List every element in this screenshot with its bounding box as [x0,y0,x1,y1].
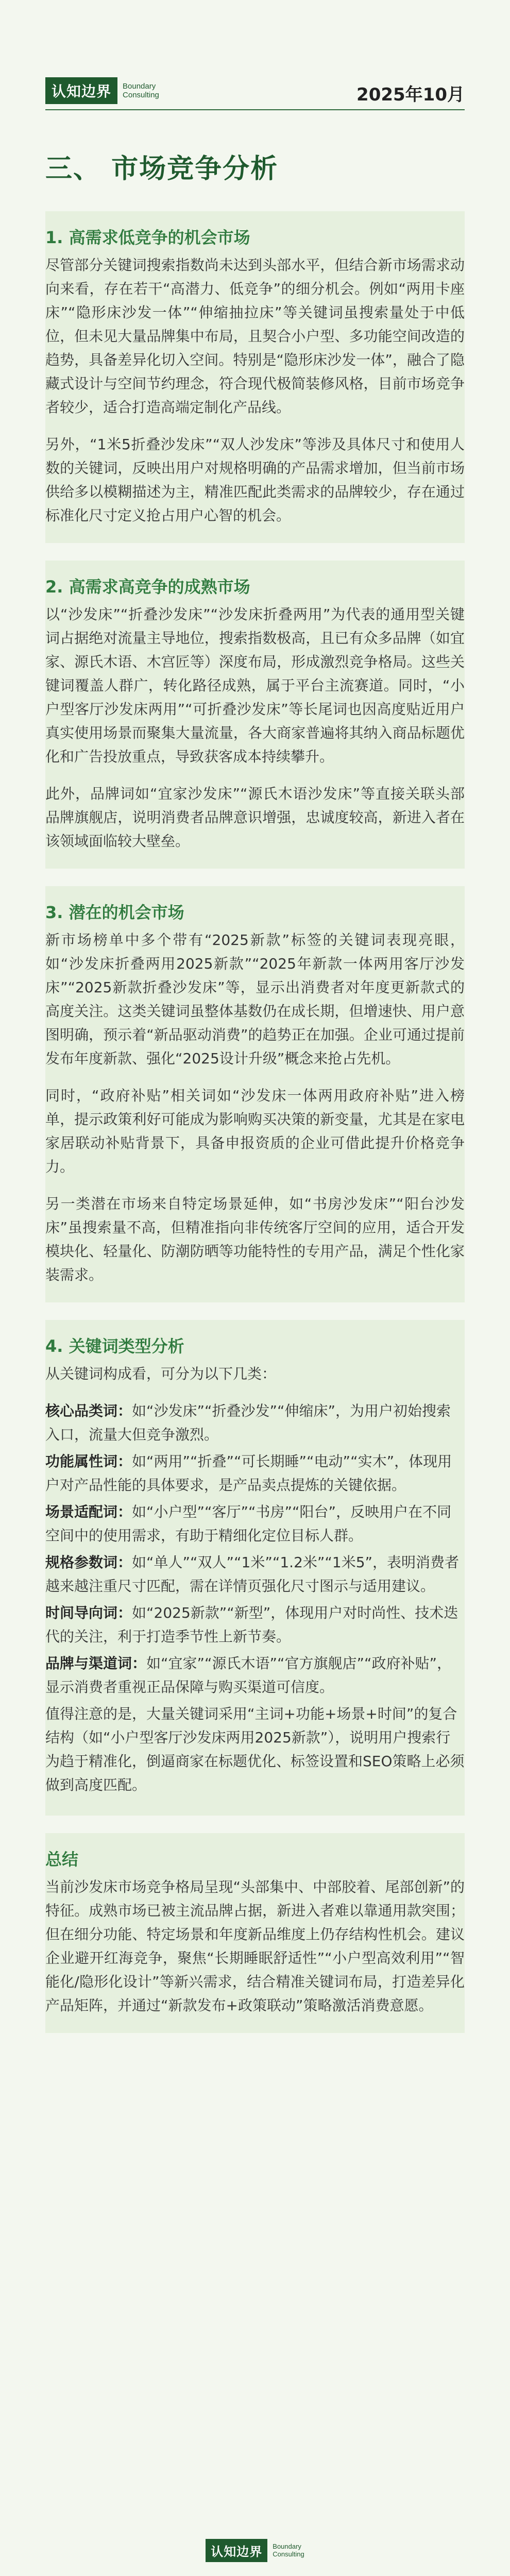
keyword-type-item [45,1500,465,1548]
logo-en-line-1: Boundary [123,82,156,91]
block-summary [45,1833,465,2033]
keyword-type-text: 如“小户型”“客厅”“书房”“阳台”，反映用户在不同空间中的使用需求，有助于精细化定位目标人群。 [45,1503,452,1544]
block-title: 4. 关键词类型分析 [45,1336,184,1356]
page-header [0,0,510,105]
keyword-type-text: 如“单人”“双人”“1米”“1.2米”“1米5”，表明消费者越来越注重尺寸匹配，需在详情页强化尺寸图示与适用建议。 [45,1554,460,1595]
keyword-type-key: 规格参数词： [45,1554,132,1571]
block-keyword-types [45,1320,465,1816]
section-title: 三、 市场竞争分析 [45,154,279,184]
content-area [45,211,465,2050]
footer-logo [206,2539,304,2562]
keyword-type-item [45,1551,465,1598]
keyword-type-text: 如“沙发床”“折叠沙发”“伸缩床”，为用户初始搜索入口，流量大但竞争激烈。 [45,1402,451,1443]
block-potential-market [45,886,465,1302]
block-paragraph: 尽管部分关键词搜索指数尚未达到头部水平，但结合新市场需求动向来看，存在若干“高潜力、低竞争”的细分机会。例如“两用卡座床”“隐形床沙发一体”“伸缩抽拉床”等关键词虽搜索量处于中低位，但未见大量品牌集中布局，且契合小户型、多功能空间改造的趋势，具备差异化切入空间。特别是“隐形床沙发一体”，融合了隐藏式设计与空间节约理念，符合现代极简装修风格，目前市场竞争者较少，适合打造高端定制化产品线。 [45,257,465,416]
keyword-type-item [45,1601,465,1649]
block-paragraph: 此外，品牌词如“宜家沙发床”“源氏木语沙发床”等直接关联头部品牌旗舰店，说明消费者品牌意识增强，忠诚度较高，新进入者在该领域面临较大壁垒。 [45,785,465,850]
page-footer [0,2524,510,2576]
block-title: 总结 [45,1850,79,1869]
block-outro: 值得注意的是，大量关键词采用“主词+功能+场景+时间”的复合结构（如“小户型客厅沙发床两用2025新款”），说明用户搜索行为趋于精准化，倒逼商家在标题优化、标签设置和SEO策略上必须做到高度匹配。 [45,1705,465,1793]
brand-logo [45,77,159,104]
block-title: 2. 高需求高竞争的成熟市场 [45,577,250,597]
block-title: 1. 高需求低竞争的机会市场 [45,228,250,247]
logo-en-line-2: Consulting [123,91,159,99]
keyword-type-key: 功能属性词： [45,1453,132,1470]
keyword-type-text: 如“宜家”“源氏木语”“官方旗舰店”“政府补贴”，显示消费者重视正品保障与购买渠道可信度。 [45,1655,452,1696]
block-high-competition [45,561,465,869]
logo-en-text [123,82,159,99]
keyword-type-item [45,1399,465,1447]
footer-logo-en [273,2543,304,2558]
footer-logo-cn: 认知边界 [206,2539,267,2562]
block-intro: 从关键词构成看，可分为以下几类： [45,1365,277,1382]
report-date: 2025年10月 [356,84,465,105]
keyword-type-key: 时间导向词： [45,1604,132,1621]
footer-logo-en-line-1: Boundary [273,2543,301,2550]
keyword-type-text: 如“2025新款”“新型”，体现用户对时尚性、技术迭代的关注，利于打造季节性上新节奏。 [45,1604,458,1645]
keyword-type-text: 如“两用”“折叠”“可长期睡”“电动”“实木”，体现用户对产品性能的具体要求，是产品卖点提炼的关键依据。 [45,1453,452,1494]
block-paragraph: 同时，“政府补贴”相关词如“沙发床一体两用政府补贴”进入榜单，提示政策利好可能成为影响购买决策的新变量，尤其是在家电家居联动补贴背景下，具备申报资质的企业可借此提升价格竞争力。 [45,1087,465,1175]
block-title: 3. 潜在的机会市场 [45,903,184,922]
footer-logo-en-line-2: Consulting [273,2550,304,2558]
block-paragraph: 新市场榜单中多个带有“2025新款”标签的关键词表现亮眼，如“沙发床折叠两用2025新款”“2025年新款一体两用客厅沙发床”“2025新款折叠沙发床”等，显示出消费者对年度更新款式的高度关注。这类关键词虽整体基数仍在成长期，但增速快、用户意图明确，预示着“新品驱动消费”的趋势正在加强。企业可通过提前发布年度新款、强化“2025设计升级”概念来抢占先机。 [45,931,465,1067]
block-paragraph: 以“沙发床”“折叠沙发床”“沙发床折叠两用”为代表的通用型关键词占据绝对流量主导地位，搜索指数极高，且已有众多品牌（如宜家、源氏木语、木宫匠等）深度布局，形成激烈竞争格局。这些关键词覆盖人群广，转化路径成熟，属于平台主流赛道。同时，“小户型客厅沙发床两用”“可折叠沙发床”等长尾词也因高度贴近用户真实使用场景而聚集大量流量，各大商家普遍将其纳入商品标题优化和广告投放重点，导致获客成本持续攀升。 [45,606,465,765]
keyword-type-item [45,1450,465,1497]
block-paragraph: 当前沙发床市场竞争格局呈现“头部集中、中部胶着、尾部创新”的特征。成熟市场已被主流品牌占据，新进入者难以靠通用款突围；但在细分功能、特定场景和年度新品维度上仍存结构性机会。建议企业避开红海竞争，聚焦“长期睡眠舒适性”“小户型高效利用”“智能化/隐形化设计”等新兴需求，结合精准关键词布局，打造差异化产品矩阵，并通过“新款发布+政策联动”策略激活消费意愿。 [45,1878,465,2014]
keyword-type-key: 核心品类词： [45,1402,132,1419]
logo-cn-text: 认知边界 [45,77,117,104]
header-divider [45,109,465,110]
block-paragraph: 另外，“1米5折叠沙发床”“双人沙发床”等涉及具体尺寸和使用人数的关键词，反映出用户对规格明确的产品需求增加，但当前市场供给多以模糊描述为主，精准匹配此类需求的品牌较少，存在通过标准化尺寸定义抢占用户心智的机会。 [45,436,465,524]
block-paragraph: 另一类潜在市场来自特定场景延伸，如“书房沙发床”“阳台沙发床”虽搜索量不高，但精准指向非传统客厅空间的应用，适合开发模块化、轻量化、防潮防晒等功能特性的专用产品，满足个性化家装需求。 [45,1195,465,1283]
keyword-type-key: 品牌与渠道词： [45,1655,147,1672]
keyword-type-key: 场景适配词： [45,1503,132,1520]
block-low-competition [45,211,465,543]
keyword-type-item [45,1652,465,1699]
